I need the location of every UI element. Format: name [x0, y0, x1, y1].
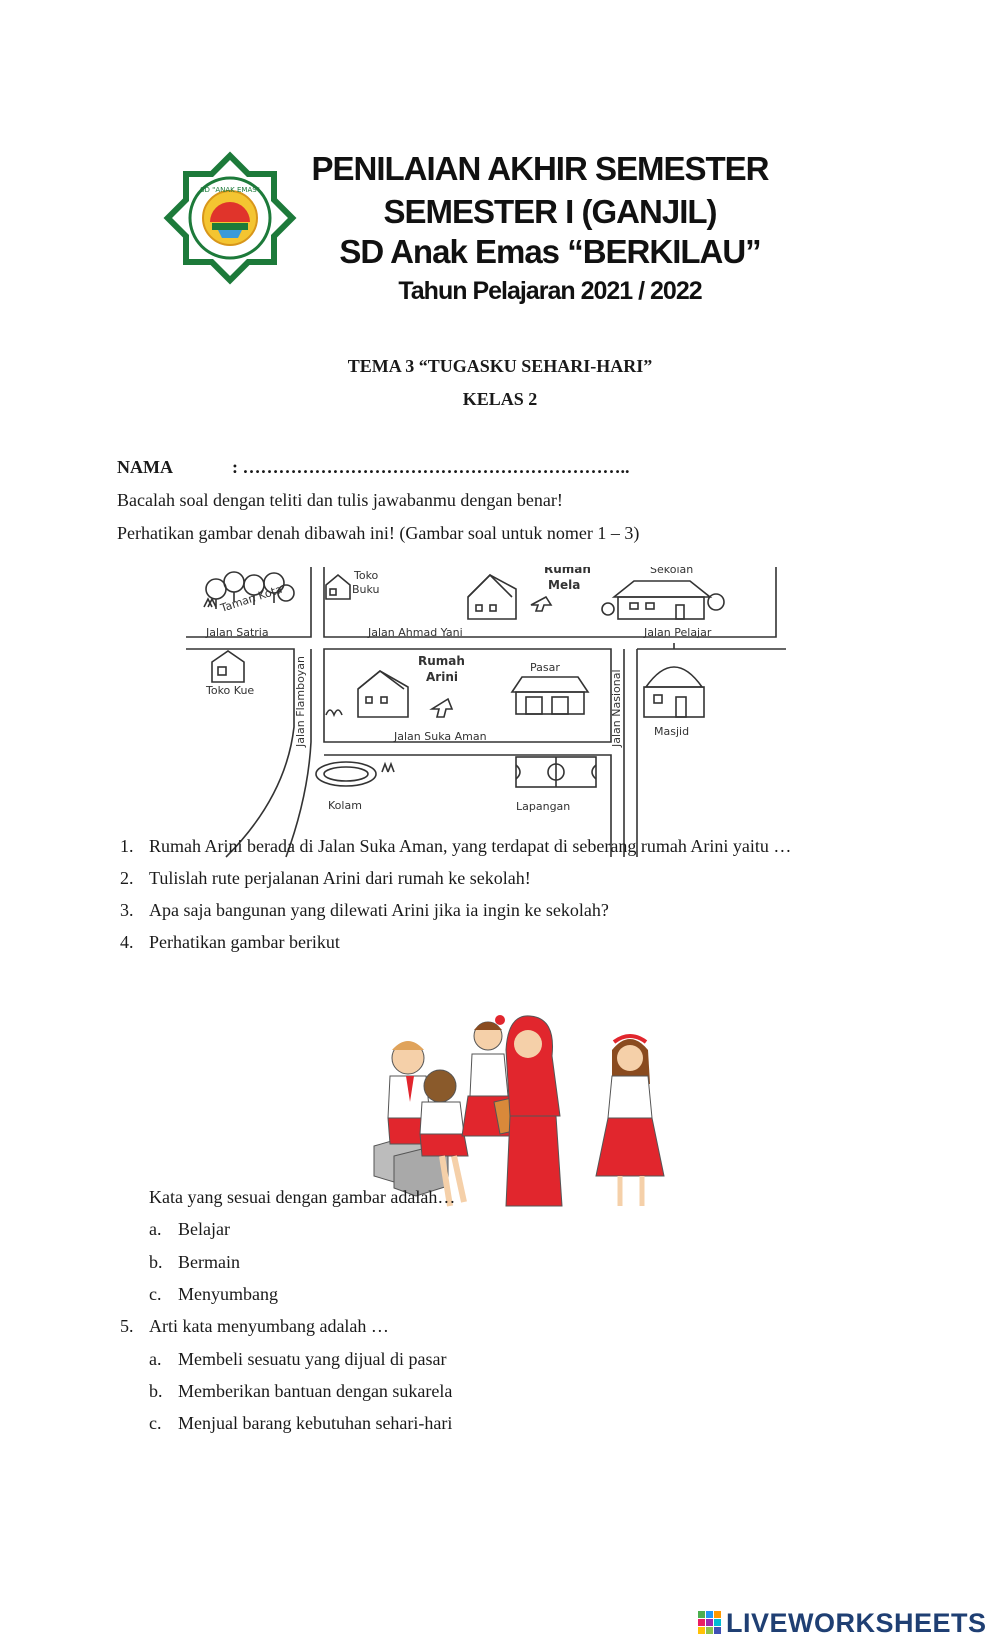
question-5-text: Arti kata menyumbang adalah …	[149, 1316, 389, 1336]
map-label-toko-buku-1: Toko	[354, 569, 379, 582]
option-letter: a.	[149, 1349, 162, 1369]
map-label-jalan-ahmad-yani: Jalan Ahmad Yani	[368, 626, 463, 639]
map-label-rumah-mela-1: Rumah	[544, 567, 591, 576]
question-number: 2.	[120, 868, 134, 888]
bakery-building	[212, 651, 244, 682]
field	[516, 757, 596, 787]
instruction-2: Perhatikan gambar denah dibawah ini! (Gambar soal untuk nomer 1 – 3)	[117, 523, 640, 543]
map-label-rumah-mela-2: Mela	[548, 578, 581, 592]
option-letter: c.	[149, 1284, 162, 1304]
school-logo	[160, 148, 300, 288]
q5-option-a[interactable]: Membeli sesuatu yang dijual di pasar	[178, 1349, 447, 1369]
q5-option-c[interactable]: Menjual barang kebutuhan sehari-hari	[178, 1413, 453, 1433]
question-number: 1.	[120, 836, 134, 856]
question-3-text: Apa saja bangunan yang dilewati Arini jika ia ingin ke sekolah?	[149, 900, 609, 920]
theme-title: TEMA 3 “TUGASKU SEHARI-HARI”	[347, 356, 653, 376]
map-label-kolam: Kolam	[328, 799, 362, 812]
question-number: 3.	[120, 900, 134, 920]
name-label: NAMA	[117, 457, 173, 477]
q4-option-c[interactable]: Menyumbang	[178, 1284, 278, 1304]
bookstore-building	[326, 575, 350, 599]
q4-option-b[interactable]: Bermain	[178, 1252, 240, 1272]
question-1-text: Rumah Arini berada di Jalan Suka Aman, yang terdapat di seberang rumah Arini yaitu …	[149, 836, 792, 856]
map-label-pasar: Pasar	[530, 661, 560, 674]
map-label-jalan-nasional: Jalan Nasional	[610, 669, 623, 747]
map-label-masjid: Masjid	[654, 725, 690, 738]
map-label-jalan-satria: Jalan Satria	[206, 626, 269, 639]
liveworksheets-icon	[698, 1611, 722, 1635]
liveworksheets-brand[interactable]	[698, 1609, 987, 1637]
map-label-jalan-flamboyan: Jalan Flamboyan	[294, 655, 307, 747]
option-letter: b.	[149, 1381, 163, 1401]
map-label-jalan-pelajar: Jalan Pelajar	[644, 626, 712, 639]
header-year: Tahun Pelajaran 2021 / 2022	[398, 277, 702, 305]
house-mela	[468, 575, 551, 619]
map-label-toko-kue: Toko Kue	[206, 684, 255, 697]
map-label-toko-buku-2: Buku	[352, 583, 380, 596]
logo-lettering: SD "ANAK EMAS"	[200, 186, 260, 194]
mosque-building	[644, 643, 704, 717]
q4-option-a[interactable]: Belajar	[178, 1219, 230, 1239]
pond	[316, 762, 394, 786]
header-school: SD Anak Emas “BERKILAU”	[339, 233, 761, 270]
question-4-text: Perhatikan gambar berikut	[149, 932, 340, 952]
grade-title: KELAS 2	[462, 389, 538, 409]
liveworksheets-text: LIVEWORKSHEETS	[726, 1607, 987, 1638]
question-2-text: Tulislah rute perjalanan Arini dari rumah ke sekolah!	[149, 868, 531, 888]
map-label-sekolah: Sekolah	[650, 567, 694, 576]
option-letter: b.	[149, 1252, 163, 1272]
header-title: PENILAIAN AKHIR SEMESTER	[311, 150, 769, 187]
map-label-rumah-arini-2: Arini	[426, 670, 458, 684]
market-building	[512, 677, 588, 714]
map-label-lapangan: Lapangan	[516, 800, 571, 813]
map-figure	[186, 567, 806, 859]
question-4-prompt: Kata yang sesuai dengan gambar adalah…	[149, 1187, 456, 1207]
name-input[interactable]: : ………………………………………………………..	[232, 457, 630, 477]
option-letter: a.	[149, 1219, 162, 1239]
map-label-taman-kota: Taman Kota	[218, 582, 284, 615]
map-label-jalan-suka-aman: Jalan Suka Aman	[394, 730, 487, 743]
instruction-1: Bacalah soal dengan teliti dan tulis jawabanmu dengan benar!	[117, 490, 563, 510]
question-number: 4.	[120, 932, 134, 952]
header-semester: SEMESTER I (GANJIL)	[383, 193, 717, 230]
question-number: 5.	[120, 1316, 134, 1336]
school-building	[602, 581, 724, 619]
map-label-rumah-arini-1: Rumah	[418, 654, 465, 668]
q5-option-b[interactable]: Memberikan bantuan dengan sukarela	[178, 1381, 453, 1401]
option-letter: c.	[149, 1413, 162, 1433]
